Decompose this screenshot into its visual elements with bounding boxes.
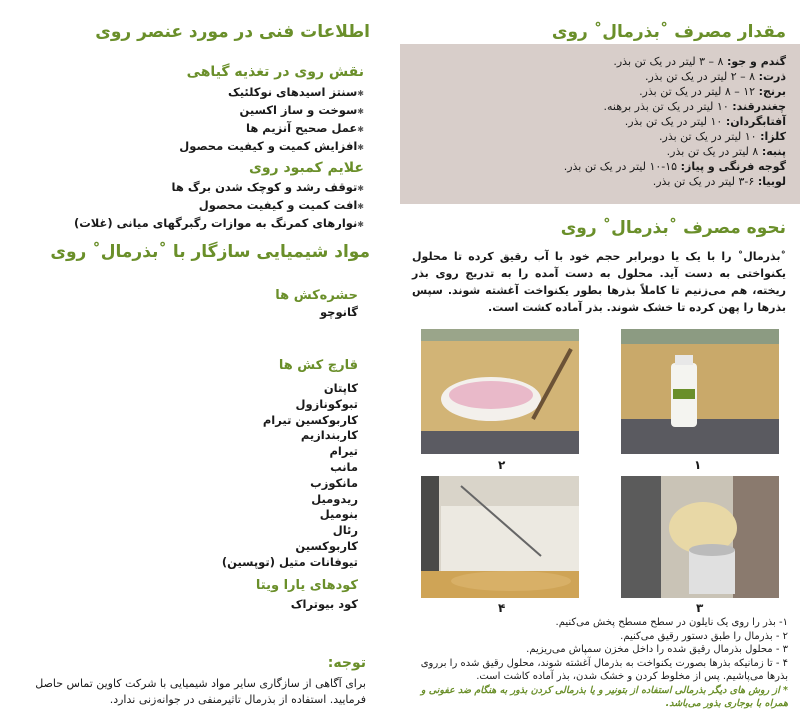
- dose-row: آفتابگردان: ۱۰ لیتر در یک تن بذر.: [624, 115, 786, 128]
- attention-text: برای آگاهی از سازگاری سایر مواد شیمیایی با شرکت کاوین تماس حاصل فرمایید. استفاده از بذرمال تاثیرمنفی در جوانه‌زنی ندارد.: [35, 677, 366, 706]
- dose-row: ذرت: ۸ – ۲ لیتر در یک تن بذر.: [644, 70, 786, 83]
- dose-title: مقدار مصرف ˚بذرمال˚ روی: [551, 22, 786, 42]
- left-column: [0, 0, 386, 727]
- photo-number-4: ۴: [498, 601, 506, 615]
- list-item: مانکوزب: [310, 475, 358, 490]
- list-item: تبوکونازول: [295, 396, 358, 411]
- green-note: * از روش های دیگر بذرمالی استفاده از بتونیر و یا بذرمالی کردن بذور به هنگام ضد عفونی و همراه با بوجاری بذور می‌باشد.: [420, 684, 788, 709]
- photo-2: [421, 329, 579, 454]
- list-item: ✱ سنتز اسیدهای نوکلئیک: [179, 84, 364, 102]
- dose-row: چغندرقند: ۱۰ لیتر در یک تن بذر برهنه.: [603, 100, 786, 113]
- insecticides-heading: حشره‌کش ها: [275, 288, 358, 303]
- dose-row: گندم و جو: ۸ – ۳ لیتر در یک تن بذر.: [613, 55, 786, 68]
- photo-number-1: ۱: [694, 458, 702, 472]
- yara-vita-list: [291, 597, 358, 613]
- compatible-chemicals-heading: مواد شیمیایی سازگار با ˚بذرمال˚ روی: [50, 242, 370, 262]
- dose-row: برنج: ۱۲ – ۸ لیتر در یک تن بذر.: [639, 85, 786, 98]
- list-item: گانوچو: [319, 305, 358, 319]
- list-item: کاربوکسین: [295, 538, 358, 553]
- list-item: کاربوکسین تیرام: [262, 412, 358, 427]
- list-item: ✱ سوخت و ساز اکسین: [179, 102, 364, 120]
- right-column: [400, 0, 800, 727]
- photo-4: [421, 476, 579, 598]
- photo-number-2: ۲: [498, 458, 506, 472]
- list-item: ✱ عمل صحیح آنزیم ها: [179, 120, 364, 138]
- caption-item: ۳ - محلول بذرمال رقیق شده را داخل مخزن سمپاش می‌ریزیم.: [526, 644, 788, 655]
- dose-row: کلزا: ۱۰ لیتر در یک تن بذر.: [659, 130, 786, 143]
- fungicides-list: [222, 381, 358, 571]
- dose-row: پنبه: ۸ لیتر در یک تن بذر.: [666, 145, 786, 158]
- yara-vita-heading: کودهای یارا ویتا: [255, 578, 358, 593]
- list-item: رئال: [332, 523, 358, 538]
- photo-number-3: ۳: [696, 601, 704, 615]
- list-item: مانب: [330, 459, 358, 474]
- role-heading: نقش روی در تغذیه گیاهی: [186, 64, 364, 80]
- deficiency-list: [74, 179, 364, 233]
- list-item: ✱ افزایش کمیت و کیفیت محصول: [179, 138, 364, 156]
- caption-item: ۲ - بذرمال را طبق دستور رقیق می‌کنیم.: [620, 630, 788, 642]
- list-item: ریدومیل: [311, 491, 358, 506]
- caption-item: ۱- بذر را روی یک نایلون در سطح مسطح پخش می‌کنیم.: [555, 617, 788, 628]
- list-item: ✱ نوارهای کمرنگ به موازات رگبرگهای میانی (غلات): [74, 215, 364, 233]
- attention-heading: توجه:: [327, 655, 366, 671]
- list-item: تیوفانات متیل (توپسین): [221, 554, 358, 569]
- captions: [408, 616, 788, 710]
- list-item: کود بیوتراک: [290, 597, 358, 611]
- method-title: نحوه مصرف ˚بذرمال˚ روی: [560, 218, 786, 238]
- dose-row: گوجه فرنگی و پیاز: ۱۵-۱۰ لیتر در یک تن بذر.: [563, 160, 786, 173]
- method-text: ˚بذرمال˚ را با یک یا دوبرابر حجم خود با آب رقیق کرده تا محلول یکنواختی به دست آید. محلول به دست آمده را به تدریج روی بذر ریخته، هم می‌زنیم تا کاملاً بذرها بطور یکنواخت آغشته شوند. سپس بذرها را پهن کرده تا خشک شوند. بذر آماده کشت است.: [412, 250, 786, 314]
- role-list: [179, 84, 364, 156]
- list-item: بنومیل: [319, 507, 358, 522]
- list-item: تیرام: [329, 444, 358, 459]
- photo-1: [621, 329, 779, 454]
- dose-list: [564, 54, 786, 189]
- fungicides-heading: قارچ کش ها: [278, 358, 358, 373]
- list-item: ✱ توقف رشد و کوچک شدن برگ ها: [74, 179, 364, 197]
- list-item: کاپتان: [323, 381, 358, 395]
- list-item: کاربندازیم: [300, 428, 358, 443]
- technical-info-title: اطلاعات فنی در مورد عنصر روی: [95, 22, 370, 42]
- caption-item: ۴ - تا زمانیکه بذرها بصورت یکنواخت به بذرمال آغشته شوند، محلول رقیق شده را برروی بذرها می‌پاشیم. پس از مخلوط کردن و خشک شدن، بذر آماده کاشت است.: [420, 657, 788, 682]
- list-item: ✱ افت کمیت و کیفیت محصول: [74, 197, 364, 215]
- dose-row: لوبیا: ۶-۳ لیتر در یک تن بذر.: [652, 175, 786, 188]
- photo-3: [621, 476, 779, 598]
- deficiency-heading: علایم کمبود روی: [249, 160, 364, 176]
- dose-box: [400, 44, 800, 204]
- insecticides-list: [320, 305, 358, 321]
